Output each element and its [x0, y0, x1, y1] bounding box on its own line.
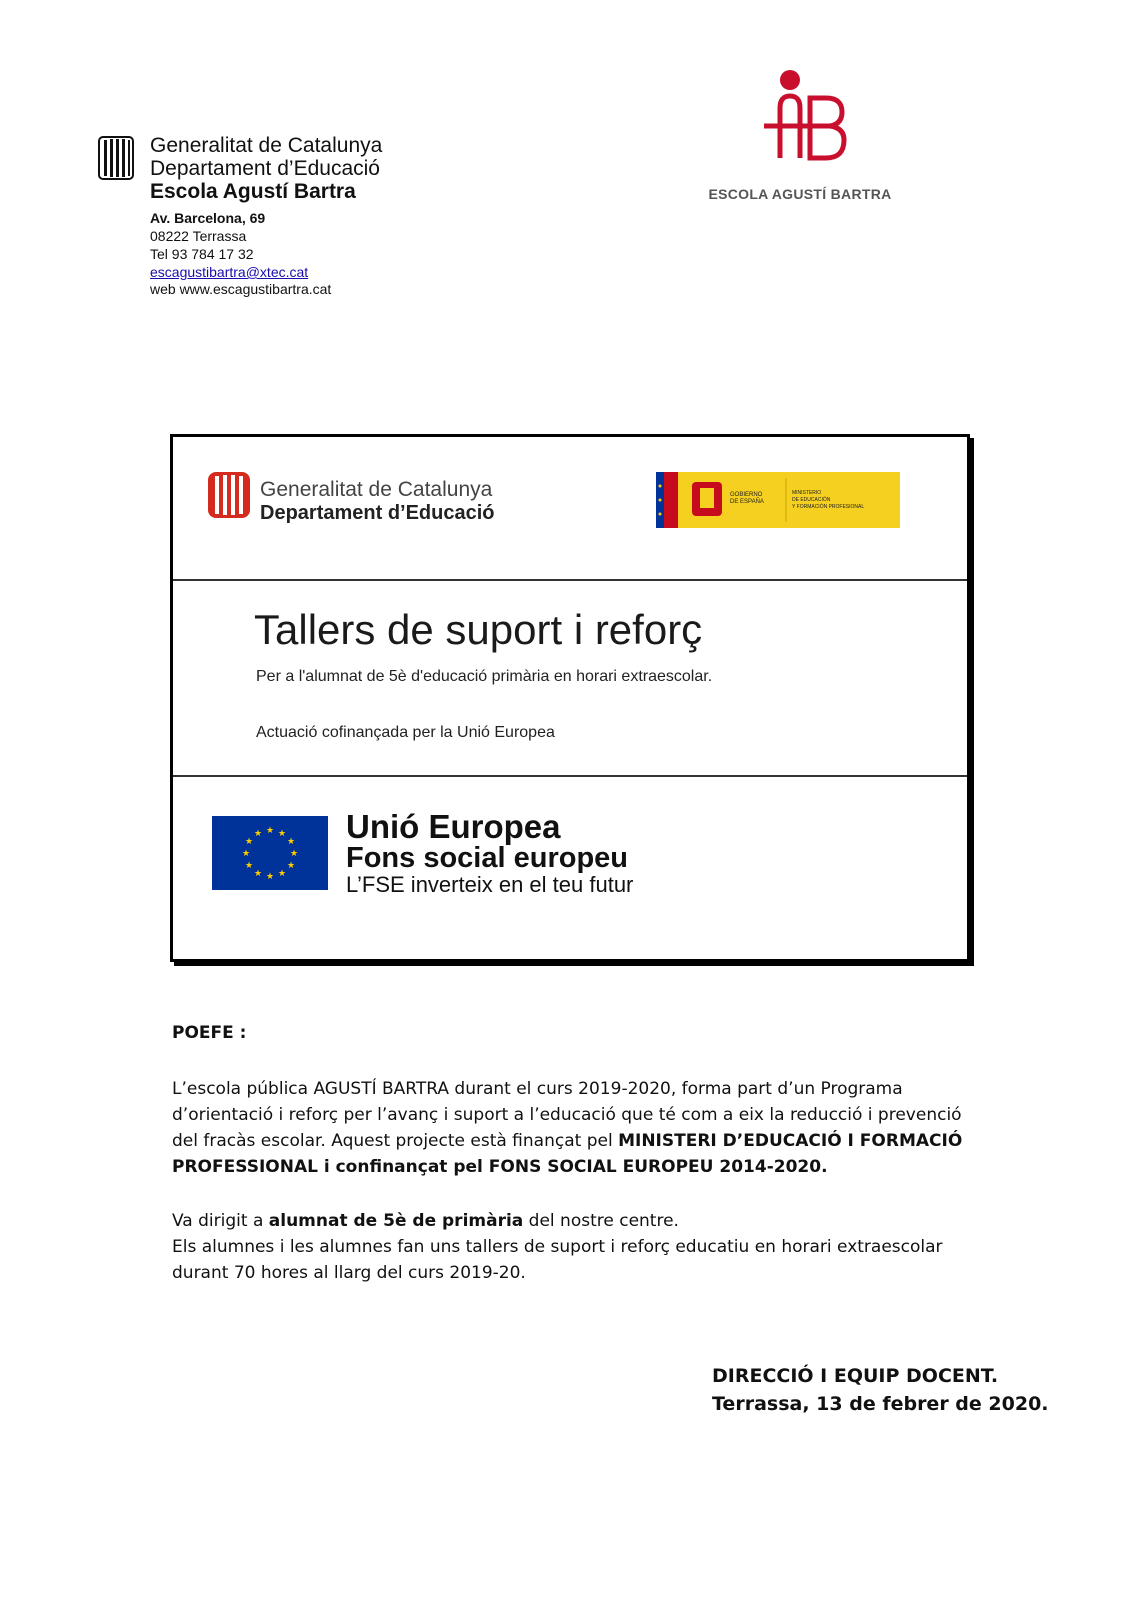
banner-divider-bottom — [173, 775, 967, 777]
letterhead-web: web www.escagustibartra.cat — [150, 281, 332, 297]
svg-text:★: ★ — [277, 869, 287, 879]
svg-text:★: ★ — [286, 861, 296, 871]
eu-slogan: L’FSE inverteix en el teu futur — [346, 872, 634, 897]
letterhead-school: Escola Agustí Bartra — [150, 180, 356, 203]
svg-text:GOBIERNO: GOBIERNO — [730, 492, 763, 498]
svg-text:★: ★ — [277, 829, 287, 839]
email-link[interactable]: escagustibartra@xtec.cat — [150, 264, 309, 280]
svg-text:MINISTERIO: MINISTERIO — [792, 490, 822, 496]
target-intro: Va dirigit a — [172, 1211, 269, 1231]
svg-text:★: ★ — [253, 869, 263, 879]
signature-date: Terrassa, 13 de febrer de 2020. — [712, 1393, 1049, 1415]
paragraph-program-text: L’escola pública AGUSTÍ BARTRA durant el curs 2019-2020, forma part d’un Programa d’orientació i reforç per l’avanç i suport a l’educació que té com a eix la reducció i prevenció del fracàs escolar. Aquest projecte està finançat pel — [172, 1079, 962, 1151]
svg-text:DE EDUCACIÓN: DE EDUCACIÓN — [792, 497, 831, 503]
banner-dept-line1: Generalitat de Catalunya — [260, 478, 493, 501]
svg-text:★: ★ — [289, 849, 299, 859]
target-group: alumnat de 5è de primària — [268, 1211, 524, 1231]
svg-text:Y FORMACIÓN PROFESIONAL: Y FORMACIÓN PROFESIONAL — [792, 504, 865, 510]
paragraph-target — [172, 1208, 972, 1286]
banner-divider-top — [173, 579, 967, 581]
paragraph-program — [172, 1076, 972, 1180]
generalitat-red-icon — [208, 472, 250, 518]
svg-text:★: ★ — [241, 849, 251, 859]
svg-text:★: ★ — [265, 826, 275, 836]
letterhead-line1: Generalitat de Catalunya — [150, 134, 383, 157]
signature-line1: DIRECCIÓ I EQUIP DOCENT. — [712, 1365, 999, 1387]
svg-text:★: ★ — [253, 829, 263, 839]
school-logo-name: ESCOLA AGUSTÍ BARTRA — [708, 186, 892, 202]
eu-title: Unió Europea — [346, 808, 561, 845]
spain-ministry-logo — [656, 472, 900, 528]
banner-cofinanced: Actuació cofinançada per la Unió Europea — [256, 724, 555, 741]
banner-title: Tallers de suport i reforç — [254, 606, 703, 653]
target-outro: del nostre centre. — [523, 1211, 679, 1231]
workshop-description: Els alumnes i les alumnes fan uns tallers de suport i reforç educatiu en horari extraescolar durant 70 hores al llarg del curs 2019-20. — [172, 1237, 943, 1283]
svg-text:★: ★ — [244, 837, 254, 847]
paragraph-program-funders: MINISTERI D’EDUCACIÓ I FORMACIÓ PROFESSIONAL i confinançat pel FONS SOCIAL EUROPEU 2014-2020. — [172, 1131, 963, 1177]
eu-fund-name: Fons social europeu — [346, 842, 628, 874]
letterhead-phone: Tel 93 784 17 32 — [150, 246, 254, 262]
svg-text:★: ★ — [286, 837, 296, 847]
eu-flag-icon — [212, 816, 328, 890]
svg-text:DE ESPAÑA: DE ESPAÑA — [730, 499, 764, 505]
school-logo — [758, 68, 850, 164]
section-heading: POEFE : — [172, 1023, 247, 1043]
letterhead-address: Av. Barcelona, 69 — [150, 210, 266, 226]
letterhead-line2: Departament d’Educació — [150, 157, 380, 180]
banner-dept-line2: Departament d’Educació — [260, 502, 495, 524]
svg-text:★: ★ — [244, 861, 254, 871]
letterhead-city: 08222 Terrassa — [150, 228, 247, 244]
svg-text:★: ★ — [265, 872, 275, 882]
signature-block — [712, 1362, 1049, 1418]
banner-subtitle: Per a l'alumnat de 5è d'educació primària en horari extraescolar. — [256, 668, 713, 685]
generalitat-icon — [98, 136, 134, 180]
